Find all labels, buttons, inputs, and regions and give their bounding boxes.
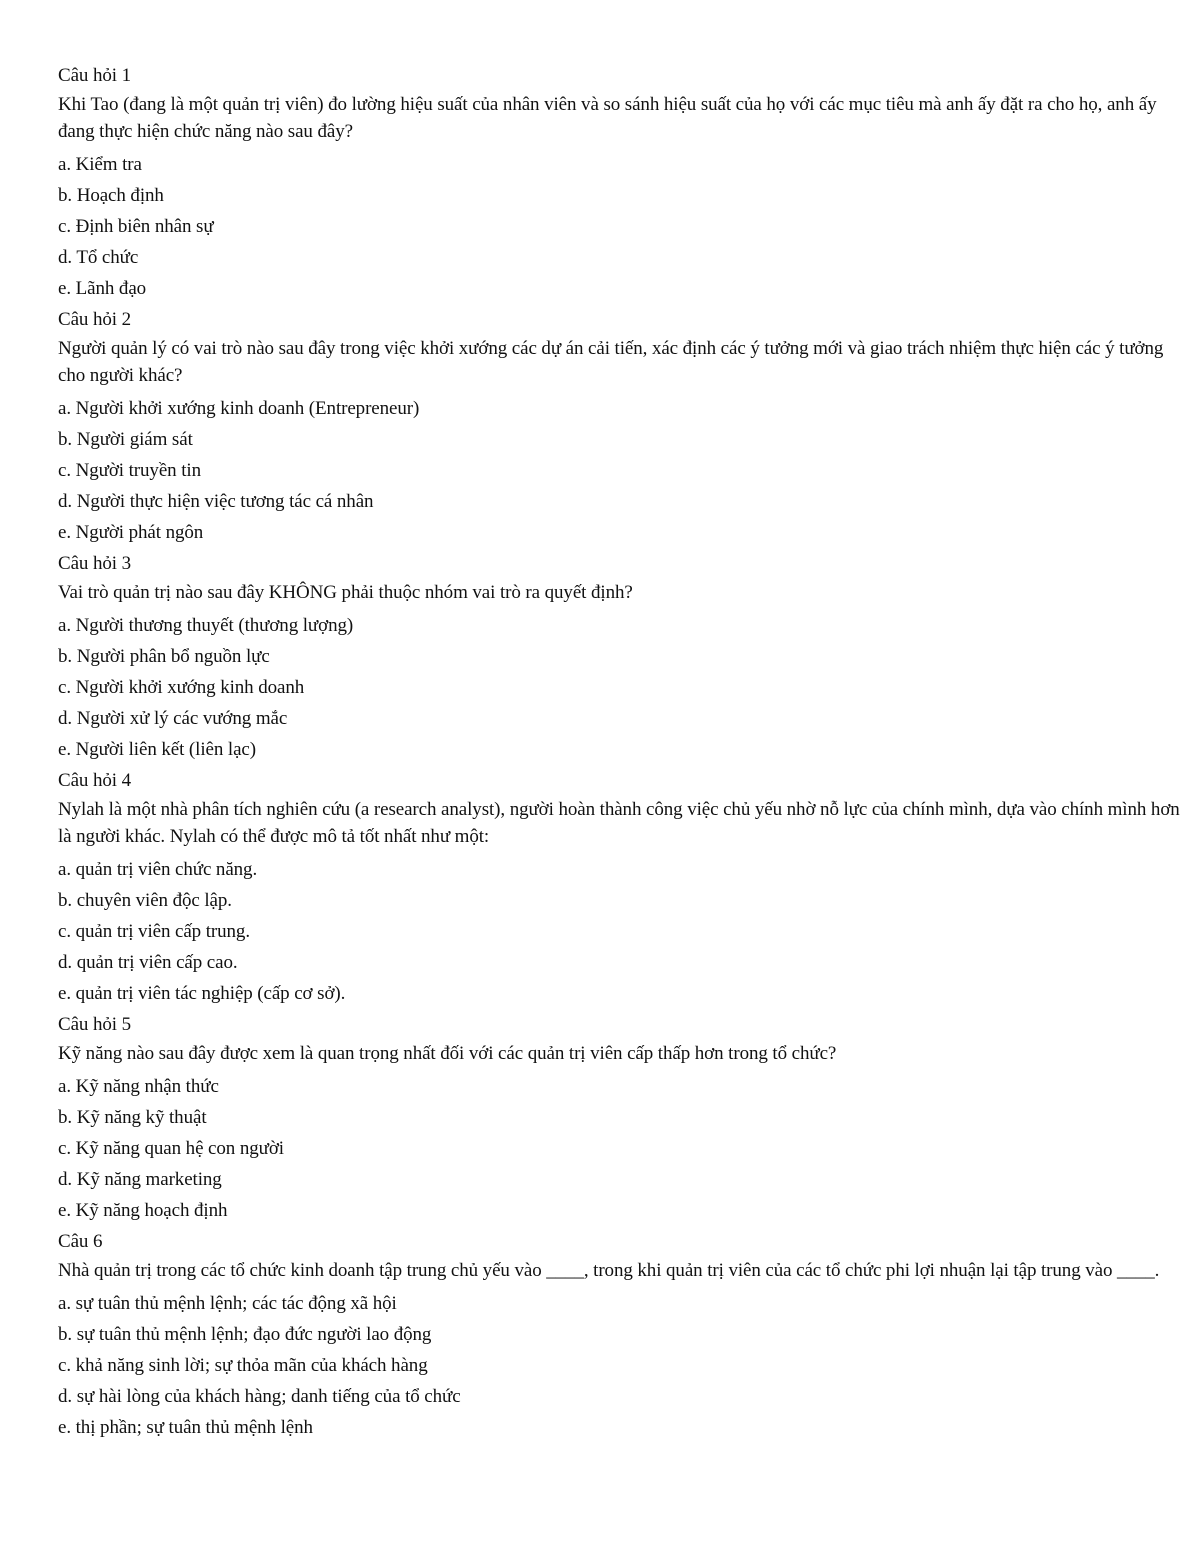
option-c: c. quản trị viên cấp trung. — [58, 921, 250, 942]
option-a: a. Kiểm tra — [58, 154, 142, 175]
option-e: e. Người liên kết (liên lạc) — [58, 739, 256, 760]
question-text: Vai trò quản trị nào sau đây KHÔNG phải thuộc nhóm vai trò ra quyết định? — [58, 582, 633, 603]
option-c: c. Người khởi xướng kinh doanh — [58, 677, 305, 698]
question-2 — [58, 304, 1182, 548]
quiz-document — [58, 60, 1182, 1443]
option-list — [58, 1071, 1182, 1226]
question-text: Nylah là một nhà phân tích nghiên cứu (a research analyst), người hoàn thành công việc chủ yếu nhờ nỗ lực của chính mình, dựa vào chính mình hơn là người khác. Nylah có thể được mô tả tốt nhất như một: — [58, 799, 1180, 847]
question-5 — [58, 1009, 1182, 1226]
question-4 — [58, 765, 1182, 1009]
question-title: Câu 6 — [58, 1231, 103, 1252]
question-text: Nhà quản trị trong các tổ chức kinh doanh tập trung chủ yếu vào ____, trong khi quản trị viên của các tổ chức phi lợi nhuận lại tập trung vào ____. — [58, 1260, 1160, 1281]
option-d: d. Người thực hiện việc tương tác cá nhân — [58, 491, 374, 512]
question-title: Câu hỏi 5 — [58, 1014, 131, 1035]
option-b: b. chuyên viên độc lập. — [58, 890, 232, 911]
option-c: c. Người truyền tin — [58, 460, 201, 481]
option-a: a. sự tuân thủ mệnh lệnh; các tác động xã hội — [58, 1293, 397, 1314]
option-list — [58, 1288, 1182, 1443]
question-1 — [58, 60, 1182, 304]
option-e: e. Kỹ năng hoạch định — [58, 1200, 228, 1221]
option-c: c. Kỹ năng quan hệ con người — [58, 1138, 284, 1159]
question-text: Người quản lý có vai trò nào sau đây trong việc khởi xướng các dự án cải tiến, xác định các ý tưởng mới và giao trách nhiệm thực hiện các ý tưởng cho người khác? — [58, 338, 1164, 386]
option-list — [58, 149, 1182, 304]
option-b: b. Người phân bổ nguồn lực — [58, 646, 270, 667]
option-list — [58, 393, 1182, 548]
question-title: Câu hỏi 2 — [58, 309, 131, 330]
question-text: Khi Tao (đang là một quản trị viên) đo lường hiệu suất của nhân viên và so sánh hiệu suất của họ với các mục tiêu mà anh ấy đặt ra cho họ, anh ấy đang thực hiện chức năng nào sau đây? — [58, 94, 1157, 142]
question-3 — [58, 548, 1182, 765]
question-title: Câu hỏi 3 — [58, 553, 131, 574]
question-text: Kỹ năng nào sau đây được xem là quan trọng nhất đối với các quản trị viên cấp thấp hơn trong tổ chức? — [58, 1043, 837, 1064]
option-e: e. quản trị viên tác nghiệp (cấp cơ sở). — [58, 983, 346, 1004]
option-a: a. Người thương thuyết (thương lượng) — [58, 615, 354, 636]
option-b: b. sự tuân thủ mệnh lệnh; đạo đức người lao động — [58, 1324, 432, 1345]
option-a: a. Người khởi xướng kinh doanh (Entrepreneur) — [58, 398, 420, 419]
option-e: e. thị phần; sự tuân thủ mệnh lệnh — [58, 1417, 313, 1438]
option-d: d. Kỹ năng marketing — [58, 1169, 222, 1190]
option-e: e. Người phát ngôn — [58, 522, 204, 543]
option-list — [58, 610, 1182, 765]
option-d: d. Tổ chức — [58, 247, 139, 268]
option-a: a. quản trị viên chức năng. — [58, 859, 258, 880]
option-b: b. Kỹ năng kỹ thuật — [58, 1107, 207, 1128]
option-e: e. Lãnh đạo — [58, 278, 147, 299]
question-6 — [58, 1226, 1182, 1443]
option-a: a. Kỹ năng nhận thức — [58, 1076, 219, 1097]
option-list — [58, 854, 1182, 1009]
option-d: d. quản trị viên cấp cao. — [58, 952, 238, 973]
option-c: c. Định biên nhân sự — [58, 216, 214, 237]
question-title: Câu hỏi 4 — [58, 770, 131, 791]
option-b: b. Hoạch định — [58, 185, 164, 206]
question-title: Câu hỏi 1 — [58, 65, 131, 86]
option-b: b. Người giám sát — [58, 429, 193, 450]
option-d: d. sự hài lòng của khách hàng; danh tiếng của tổ chức — [58, 1386, 461, 1407]
option-c: c. khả năng sinh lời; sự thỏa mãn của khách hàng — [58, 1355, 428, 1376]
option-d: d. Người xử lý các vướng mắc — [58, 708, 288, 729]
